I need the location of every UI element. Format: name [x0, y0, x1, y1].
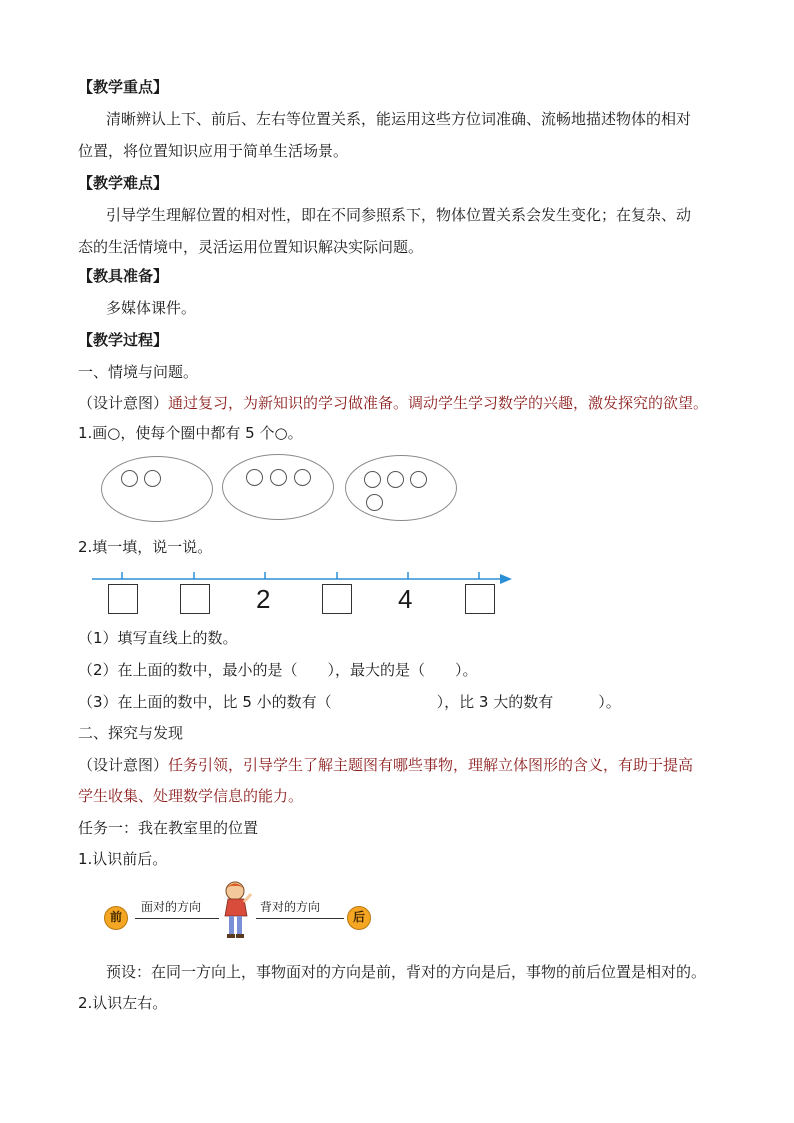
key-points-heading: 【教学重点】 — [78, 78, 169, 96]
process-heading: 【教学过程】 — [78, 331, 169, 349]
sub-question-1: （1）填写直线上的数。 — [78, 629, 238, 647]
part1-design-intent — [78, 393, 728, 413]
oval-3 — [345, 455, 457, 521]
difficulties-text-2: 态的生活情境中，灵活运用位置知识解决实际问题。 — [78, 238, 424, 256]
number-line-axis — [92, 568, 516, 588]
number-slot-box[interactable] — [108, 584, 138, 614]
circle — [387, 471, 404, 488]
back-badge: 后 — [347, 906, 371, 930]
number-slot-box[interactable] — [180, 584, 210, 614]
preset-answer: 预设：在同一方向上，事物面对的方向是前，背对的方向是后，事物的前后位置是相对的。 — [106, 963, 707, 981]
item-1: 1.认识前后。 — [78, 850, 168, 868]
design-intent-label: （设计意图） — [78, 756, 169, 774]
circle — [246, 469, 263, 486]
question-1: 1.画○，使每个圈中都有 5 个○。 — [78, 424, 303, 442]
sub-question-2: （2）在上面的数中，最小的是（ ），最大的是（ ）。 — [78, 661, 478, 679]
circle — [270, 469, 287, 486]
item-2: 2.认识左右。 — [78, 994, 168, 1012]
front-direction-label: 面对的方向 — [141, 900, 202, 914]
circle — [121, 470, 138, 487]
part2-design-intent-2: 学生收集、处理数学信息的能力。 — [78, 787, 304, 805]
task-1-title: 任务一：我在教室里的位置 — [78, 819, 259, 837]
child-figure-icon — [218, 880, 254, 942]
sub-question-3: （3）在上面的数中，比 5 小的数有（ ），比 3 大的数有 ）。 — [78, 693, 621, 711]
part2-title: 二、探究与发现 — [78, 724, 184, 742]
part2-design-intent-1 — [78, 755, 728, 775]
part1-title: 一、情境与问题。 — [78, 363, 199, 381]
design-intent-text: 通过复习，为新知识的学习做准备。调动学生学习数学的兴趣，激发探究的欲望。 — [168, 394, 709, 412]
number-slot-box[interactable] — [322, 584, 352, 614]
materials-text: 多媒体课件。 — [106, 299, 197, 317]
back-direction-label: 背对的方向 — [260, 900, 321, 914]
number-slot-value: 2 — [256, 584, 271, 614]
circle — [144, 470, 161, 487]
difficulties-heading: 【教学难点】 — [78, 174, 169, 192]
difficulties-text-1: 引导学生理解位置的相对性，即在不同参照系下，物体位置关系会发生变化；在复杂、动 — [106, 206, 692, 224]
number-slot-box[interactable] — [465, 584, 495, 614]
front-direction-line — [135, 918, 219, 919]
front-badge: 前 — [104, 906, 128, 930]
back-direction-line — [256, 918, 344, 919]
design-intent-text: 任务引领，引导学生了解主题图有哪些事物，理解立体图形的含义，有助于提高 — [168, 756, 694, 774]
circle — [364, 471, 381, 488]
question-2: 2.填一填，说一说。 — [78, 538, 213, 556]
circle — [410, 471, 427, 488]
circle — [294, 469, 311, 486]
axis-arrow-icon — [500, 574, 512, 584]
key-points-text-2: 位置，将位置知识应用于简单生活场景。 — [78, 142, 349, 160]
materials-heading: 【教具准备】 — [78, 267, 169, 285]
circle — [366, 494, 383, 511]
key-points-text-1: 清晰辨认上下、前后、左右等位置关系，能运用这些方位词准确、流畅地描述物体的相对 — [106, 110, 692, 128]
number-slot-value: 4 — [398, 584, 413, 614]
design-intent-label: （设计意图） — [78, 394, 169, 412]
oval-1 — [101, 456, 213, 522]
oval-2 — [222, 454, 334, 520]
